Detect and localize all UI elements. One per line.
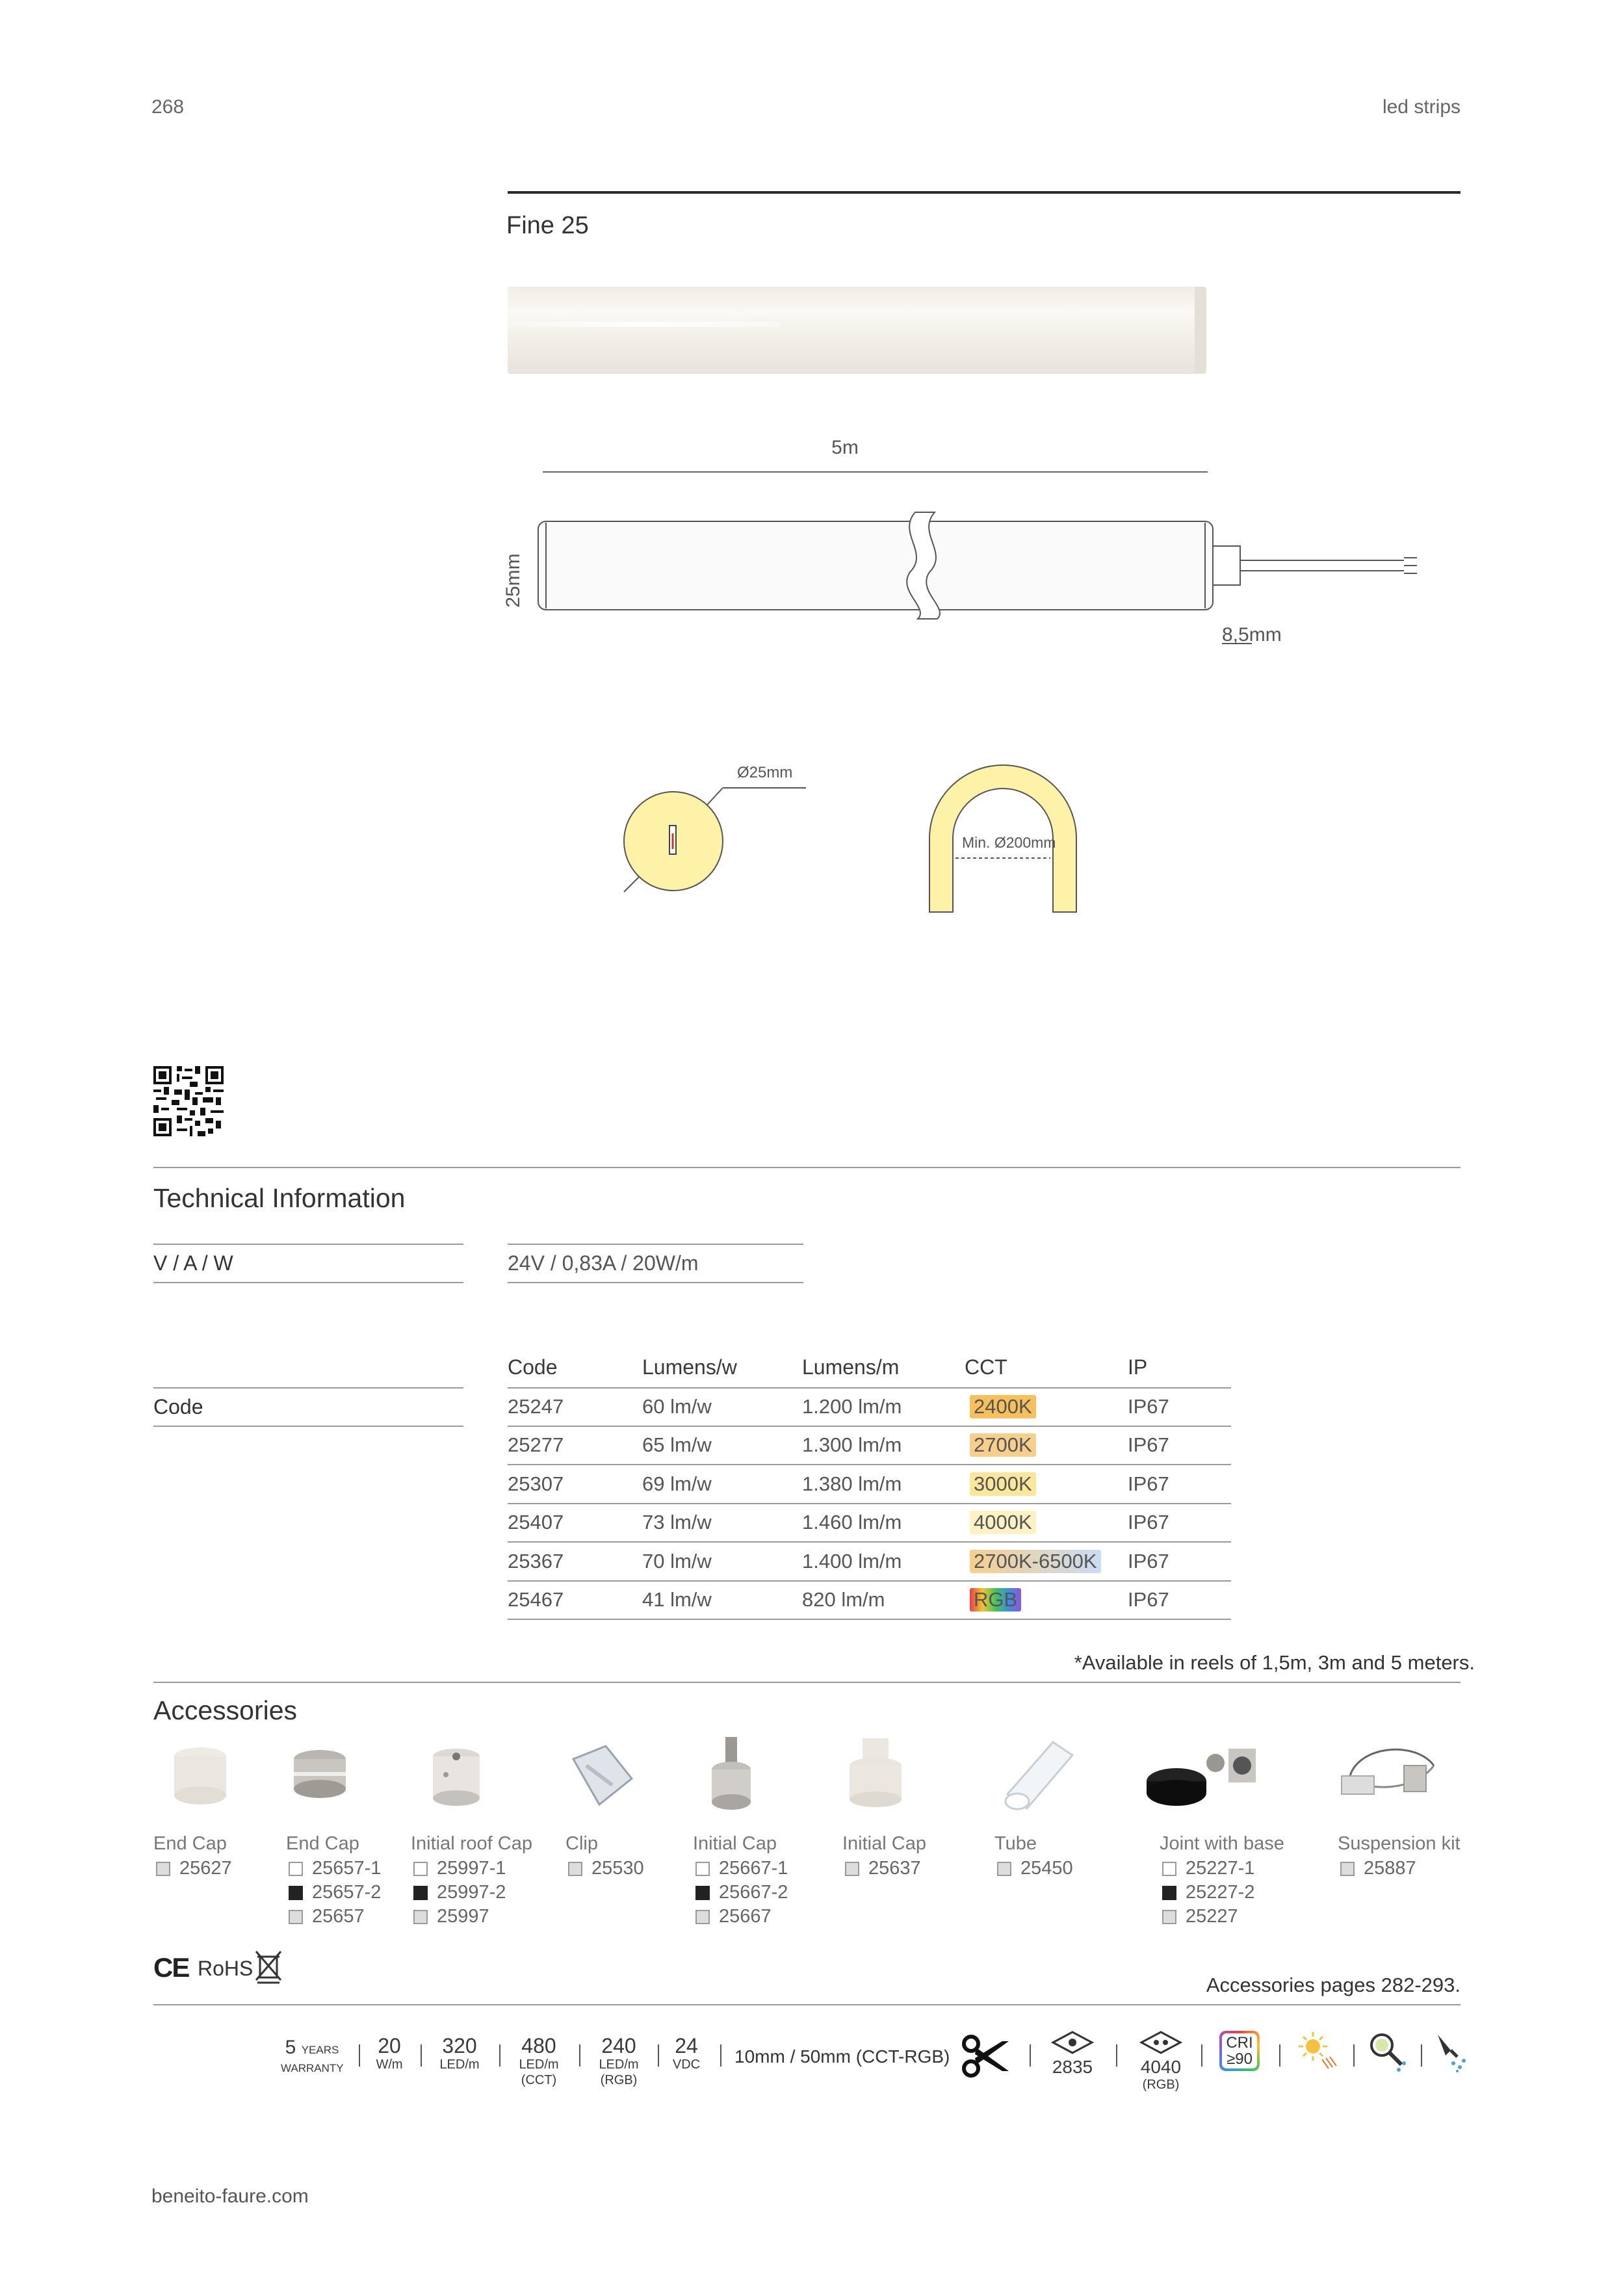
cell-lmm: 1.380 lm/m bbox=[802, 1472, 902, 1495]
led1-unit: LED/m bbox=[439, 2057, 480, 2072]
row-rule bbox=[508, 1541, 1231, 1543]
cct-badge: 4000K bbox=[970, 1511, 1036, 1534]
finish-swatch bbox=[1340, 1862, 1355, 1876]
accessory-name: Suspension kit bbox=[1338, 1833, 1461, 1854]
watt-unit: W/m bbox=[376, 2057, 403, 2072]
accessory-code bbox=[1162, 1858, 1254, 1879]
accessory-code bbox=[695, 1858, 788, 1879]
chip-2835-spec bbox=[1043, 2028, 1102, 2077]
accessory-code bbox=[845, 1858, 921, 1879]
code-label: Code bbox=[153, 1395, 203, 1418]
title-rule bbox=[508, 191, 1461, 194]
finish-swatch bbox=[568, 1862, 582, 1876]
height-label: 25mm bbox=[502, 553, 524, 608]
accessory-name: Clip bbox=[565, 1833, 598, 1854]
finish-swatch bbox=[845, 1862, 859, 1876]
length-label: 5m bbox=[831, 437, 859, 458]
led3-value: 240 bbox=[601, 2034, 636, 2057]
warranty-years: YEARS bbox=[301, 2044, 339, 2056]
cct-badge: 2400K bbox=[970, 1395, 1036, 1418]
roof-cap-icon bbox=[426, 1742, 486, 1814]
code-text: 25887 bbox=[1364, 1858, 1416, 1879]
cell-ip: IP67 bbox=[1128, 1395, 1169, 1418]
row-rule bbox=[508, 1464, 1231, 1465]
magnifier-icon bbox=[1368, 2031, 1407, 2072]
accessory-name: Initial Cap bbox=[693, 1833, 777, 1854]
finish-swatch bbox=[997, 1862, 1011, 1876]
chip2-note: (RGB) bbox=[1142, 2078, 1180, 2092]
cell-lmm: 1.400 lm/m bbox=[802, 1549, 902, 1572]
section-title: led strips bbox=[1382, 96, 1461, 118]
accessory-code bbox=[568, 1858, 644, 1879]
diameter-label: Ø25mm bbox=[737, 764, 793, 781]
spec-divider bbox=[720, 2044, 721, 2067]
finish-swatch bbox=[413, 1862, 428, 1876]
code-rule-bottom bbox=[153, 1426, 463, 1427]
finish-swatch bbox=[695, 1862, 710, 1876]
cell-lmm: 820 lm/m bbox=[802, 1588, 885, 1611]
weee-bin-icon bbox=[255, 1950, 283, 1984]
led2-unit: LED/m bbox=[519, 2057, 559, 2072]
specs-rule bbox=[153, 2004, 1461, 2005]
code-text: 25227-1 bbox=[1186, 1858, 1255, 1879]
vaw-rule-bottom bbox=[153, 1282, 463, 1283]
tube-icon bbox=[994, 1736, 1079, 1820]
cell-lmm: 1.460 lm/m bbox=[802, 1511, 902, 1534]
cct-badge: 2700K-6500K bbox=[970, 1550, 1101, 1573]
code-text: 25667-1 bbox=[719, 1858, 788, 1879]
code-text: 25997 bbox=[437, 1906, 489, 1927]
accessory-code bbox=[413, 1906, 489, 1927]
spec-divider bbox=[359, 2044, 360, 2067]
warranty-spec bbox=[281, 2037, 343, 2076]
cell-code: 25307 bbox=[508, 1472, 564, 1495]
cell-ip: IP67 bbox=[1128, 1588, 1169, 1611]
cell-code: 25247 bbox=[508, 1395, 564, 1418]
code-text: 25530 bbox=[591, 1858, 644, 1879]
cell-lmw: 69 lm/w bbox=[642, 1472, 712, 1495]
accessory-code bbox=[289, 1906, 365, 1927]
spec-divider bbox=[658, 2044, 659, 2067]
cell-lmw: 65 lm/w bbox=[642, 1433, 712, 1457]
end-cap-white-icon bbox=[170, 1743, 230, 1808]
accessory-code bbox=[413, 1858, 506, 1879]
ce-mark: CE bbox=[153, 1952, 189, 1983]
finish-swatch bbox=[1162, 1910, 1176, 1924]
page-number: 268 bbox=[151, 96, 185, 118]
tech-rule bbox=[153, 1167, 1461, 1168]
led1-value: 320 bbox=[442, 2034, 477, 2057]
col-lumens-m: Lumens/m bbox=[802, 1355, 900, 1379]
chip-4040-spec bbox=[1130, 2028, 1192, 2093]
vaw-label: V / A / W bbox=[153, 1251, 233, 1275]
availability-note: *Available in reels of 1,5m, 3m and 5 meters. bbox=[1074, 1651, 1475, 1674]
accessories-title: Accessories bbox=[153, 1695, 298, 1725]
accessory-code bbox=[695, 1882, 788, 1903]
cell-lmm: 1.200 lm/m bbox=[802, 1395, 902, 1418]
code-text: 25227 bbox=[1186, 1906, 1238, 1927]
accessories-pages: Accessories pages 282-293. bbox=[1206, 1974, 1461, 1996]
spec-divider bbox=[421, 2044, 422, 2067]
finish-swatch bbox=[289, 1910, 303, 1924]
volt-unit: VDC bbox=[672, 2057, 701, 2072]
vaw-rule-top bbox=[153, 1244, 463, 1245]
code-text: 25450 bbox=[1020, 1858, 1073, 1879]
accessory-code bbox=[289, 1882, 381, 1903]
height-label-wrap bbox=[500, 553, 526, 608]
cell-lmw: 73 lm/w bbox=[642, 1511, 712, 1534]
water-resistant-icon bbox=[1434, 2031, 1468, 2072]
accessory-code bbox=[1162, 1882, 1254, 1903]
code-text: 25997-2 bbox=[437, 1882, 506, 1903]
row-rule bbox=[508, 1426, 1231, 1427]
code-text: 25667 bbox=[719, 1906, 772, 1927]
cri-badge bbox=[1219, 2031, 1260, 2071]
led3-unit: LED/m bbox=[599, 2057, 639, 2072]
accessory-name: End Cap bbox=[153, 1833, 227, 1854]
spec-divider bbox=[1421, 2044, 1422, 2067]
accessory-name: Initial Cap bbox=[842, 1833, 926, 1854]
led-rgb-spec bbox=[588, 2035, 650, 2088]
watt-spec bbox=[367, 2035, 411, 2072]
code-text: 25657-1 bbox=[312, 1858, 382, 1879]
cell-ip: IP67 bbox=[1128, 1549, 1169, 1572]
cell-code: 25367 bbox=[508, 1549, 564, 1572]
accessory-name: Initial roof Cap bbox=[411, 1833, 532, 1854]
led2-note: (CCT) bbox=[521, 2073, 557, 2087]
joint-icon bbox=[1144, 1740, 1261, 1811]
warranty-number: 5 bbox=[285, 2037, 296, 2058]
accessory-name: End Cap bbox=[286, 1833, 359, 1854]
accessory-code bbox=[1340, 1858, 1416, 1879]
accessory-code bbox=[997, 1858, 1073, 1879]
code-text: 25997-1 bbox=[437, 1858, 506, 1879]
vaw-value: 24V / 0,83A / 20W/m bbox=[508, 1251, 699, 1275]
initial-cap-white-icon bbox=[846, 1738, 905, 1816]
end-cap-metal-icon bbox=[290, 1743, 350, 1808]
cell-ip: IP67 bbox=[1128, 1433, 1169, 1457]
sun-resistant-icon bbox=[1297, 2031, 1339, 2072]
accessory-code bbox=[695, 1906, 772, 1927]
accessory-code bbox=[289, 1858, 381, 1879]
cell-code: 25277 bbox=[508, 1433, 564, 1457]
led2-value: 480 bbox=[521, 2034, 556, 2057]
accessory-code bbox=[413, 1882, 506, 1903]
row-rule bbox=[508, 1503, 1231, 1504]
initial-cap-metal-icon bbox=[708, 1737, 754, 1815]
spec-divider bbox=[499, 2044, 500, 2067]
accessory-code bbox=[1162, 1906, 1238, 1927]
footer-url: beneito-faure.com bbox=[151, 2185, 309, 2207]
spec-divider bbox=[1116, 2044, 1117, 2067]
tech-title: Technical Information bbox=[153, 1183, 406, 1213]
spec-divider bbox=[1030, 2044, 1031, 2067]
row-rule bbox=[508, 1580, 1231, 1582]
spec-divider bbox=[579, 2044, 580, 2067]
vaw-value-rule-bottom bbox=[508, 1282, 803, 1283]
accessory-name: Tube bbox=[994, 1833, 1037, 1854]
cut-length: 10mm / 50mm (CCT-RGB) bbox=[734, 2046, 950, 2067]
min-bend-label: Min. Ø200mm bbox=[962, 834, 1056, 851]
cell-lmm: 1.300 lm/m bbox=[802, 1433, 902, 1457]
code-text: 25637 bbox=[868, 1858, 921, 1879]
code-rule-top bbox=[153, 1387, 463, 1389]
finish-swatch bbox=[289, 1886, 303, 1900]
clip-icon bbox=[567, 1740, 638, 1811]
cell-ip: IP67 bbox=[1128, 1511, 1169, 1534]
table-rule bbox=[508, 1387, 1231, 1389]
cell-code: 25407 bbox=[508, 1511, 564, 1534]
cell-code: 25467 bbox=[508, 1588, 564, 1611]
finish-swatch bbox=[413, 1910, 428, 1924]
cell-lmw: 41 lm/w bbox=[642, 1588, 712, 1611]
code-text: 25227-2 bbox=[1186, 1882, 1255, 1903]
rohs-label: RoHS bbox=[198, 1957, 253, 1980]
volt-value: 24 bbox=[675, 2034, 698, 2057]
cell-lmw: 60 lm/w bbox=[642, 1395, 712, 1418]
led-chip-icon bbox=[1138, 2028, 1184, 2054]
watt-value: 20 bbox=[378, 2034, 401, 2057]
finish-swatch bbox=[413, 1886, 428, 1900]
col-code: Code bbox=[508, 1355, 558, 1379]
finish-swatch bbox=[695, 1886, 710, 1900]
cct-badge: 3000K bbox=[970, 1472, 1036, 1496]
cri-bottom: ≥90 bbox=[1227, 2050, 1253, 2068]
col-ip: IP bbox=[1128, 1355, 1148, 1379]
led-cct-spec bbox=[508, 2035, 570, 2088]
col-cct: CCT bbox=[965, 1355, 1007, 1379]
spec-divider bbox=[1353, 2044, 1355, 2067]
cct-badge: RGB bbox=[970, 1588, 1021, 1611]
finish-swatch bbox=[289, 1862, 303, 1876]
code-text: 25657-2 bbox=[312, 1882, 382, 1903]
accessories-rule bbox=[153, 1682, 1461, 1683]
finish-swatch bbox=[1162, 1862, 1176, 1876]
finish-swatch bbox=[695, 1910, 710, 1924]
finish-swatch bbox=[1162, 1886, 1176, 1900]
accessory-name: Joint with base bbox=[1160, 1833, 1284, 1854]
product-title: Fine 25 bbox=[506, 212, 589, 239]
finish-swatch bbox=[156, 1862, 170, 1876]
accessory-code bbox=[156, 1858, 232, 1879]
cell-ip: IP67 bbox=[1128, 1472, 1169, 1495]
led3-note: (RGB) bbox=[600, 2073, 638, 2087]
qr-code bbox=[153, 1066, 224, 1136]
code-text: 25657 bbox=[312, 1906, 365, 1927]
cell-lmw: 70 lm/w bbox=[642, 1549, 712, 1572]
col-lumens-w: Lumens/w bbox=[642, 1355, 737, 1379]
cri-top: CRI bbox=[1226, 2034, 1253, 2052]
chip2-label: 4040 bbox=[1140, 2057, 1182, 2077]
code-text: 25627 bbox=[179, 1858, 232, 1879]
chip1-label: 2835 bbox=[1052, 2057, 1093, 2077]
scissors-icon bbox=[962, 2035, 1010, 2078]
voltage-spec bbox=[666, 2035, 707, 2072]
row-rule bbox=[508, 1619, 1231, 1620]
suspension-kit-icon bbox=[1336, 1740, 1447, 1811]
led-chip-icon bbox=[1050, 2028, 1095, 2054]
spec-divider bbox=[1279, 2044, 1280, 2067]
led-density-spec bbox=[429, 2035, 490, 2072]
cable-label: 8,5mm bbox=[1222, 624, 1282, 646]
product-photo bbox=[508, 287, 1206, 374]
vaw-value-rule-top bbox=[508, 1244, 803, 1245]
side-view-drawing bbox=[481, 455, 1443, 689]
code-text: 25667-2 bbox=[719, 1882, 788, 1903]
spec-divider bbox=[1201, 2044, 1202, 2067]
cct-badge: 2700K bbox=[970, 1433, 1036, 1457]
warranty-word: WARRANTY bbox=[281, 2062, 344, 2074]
